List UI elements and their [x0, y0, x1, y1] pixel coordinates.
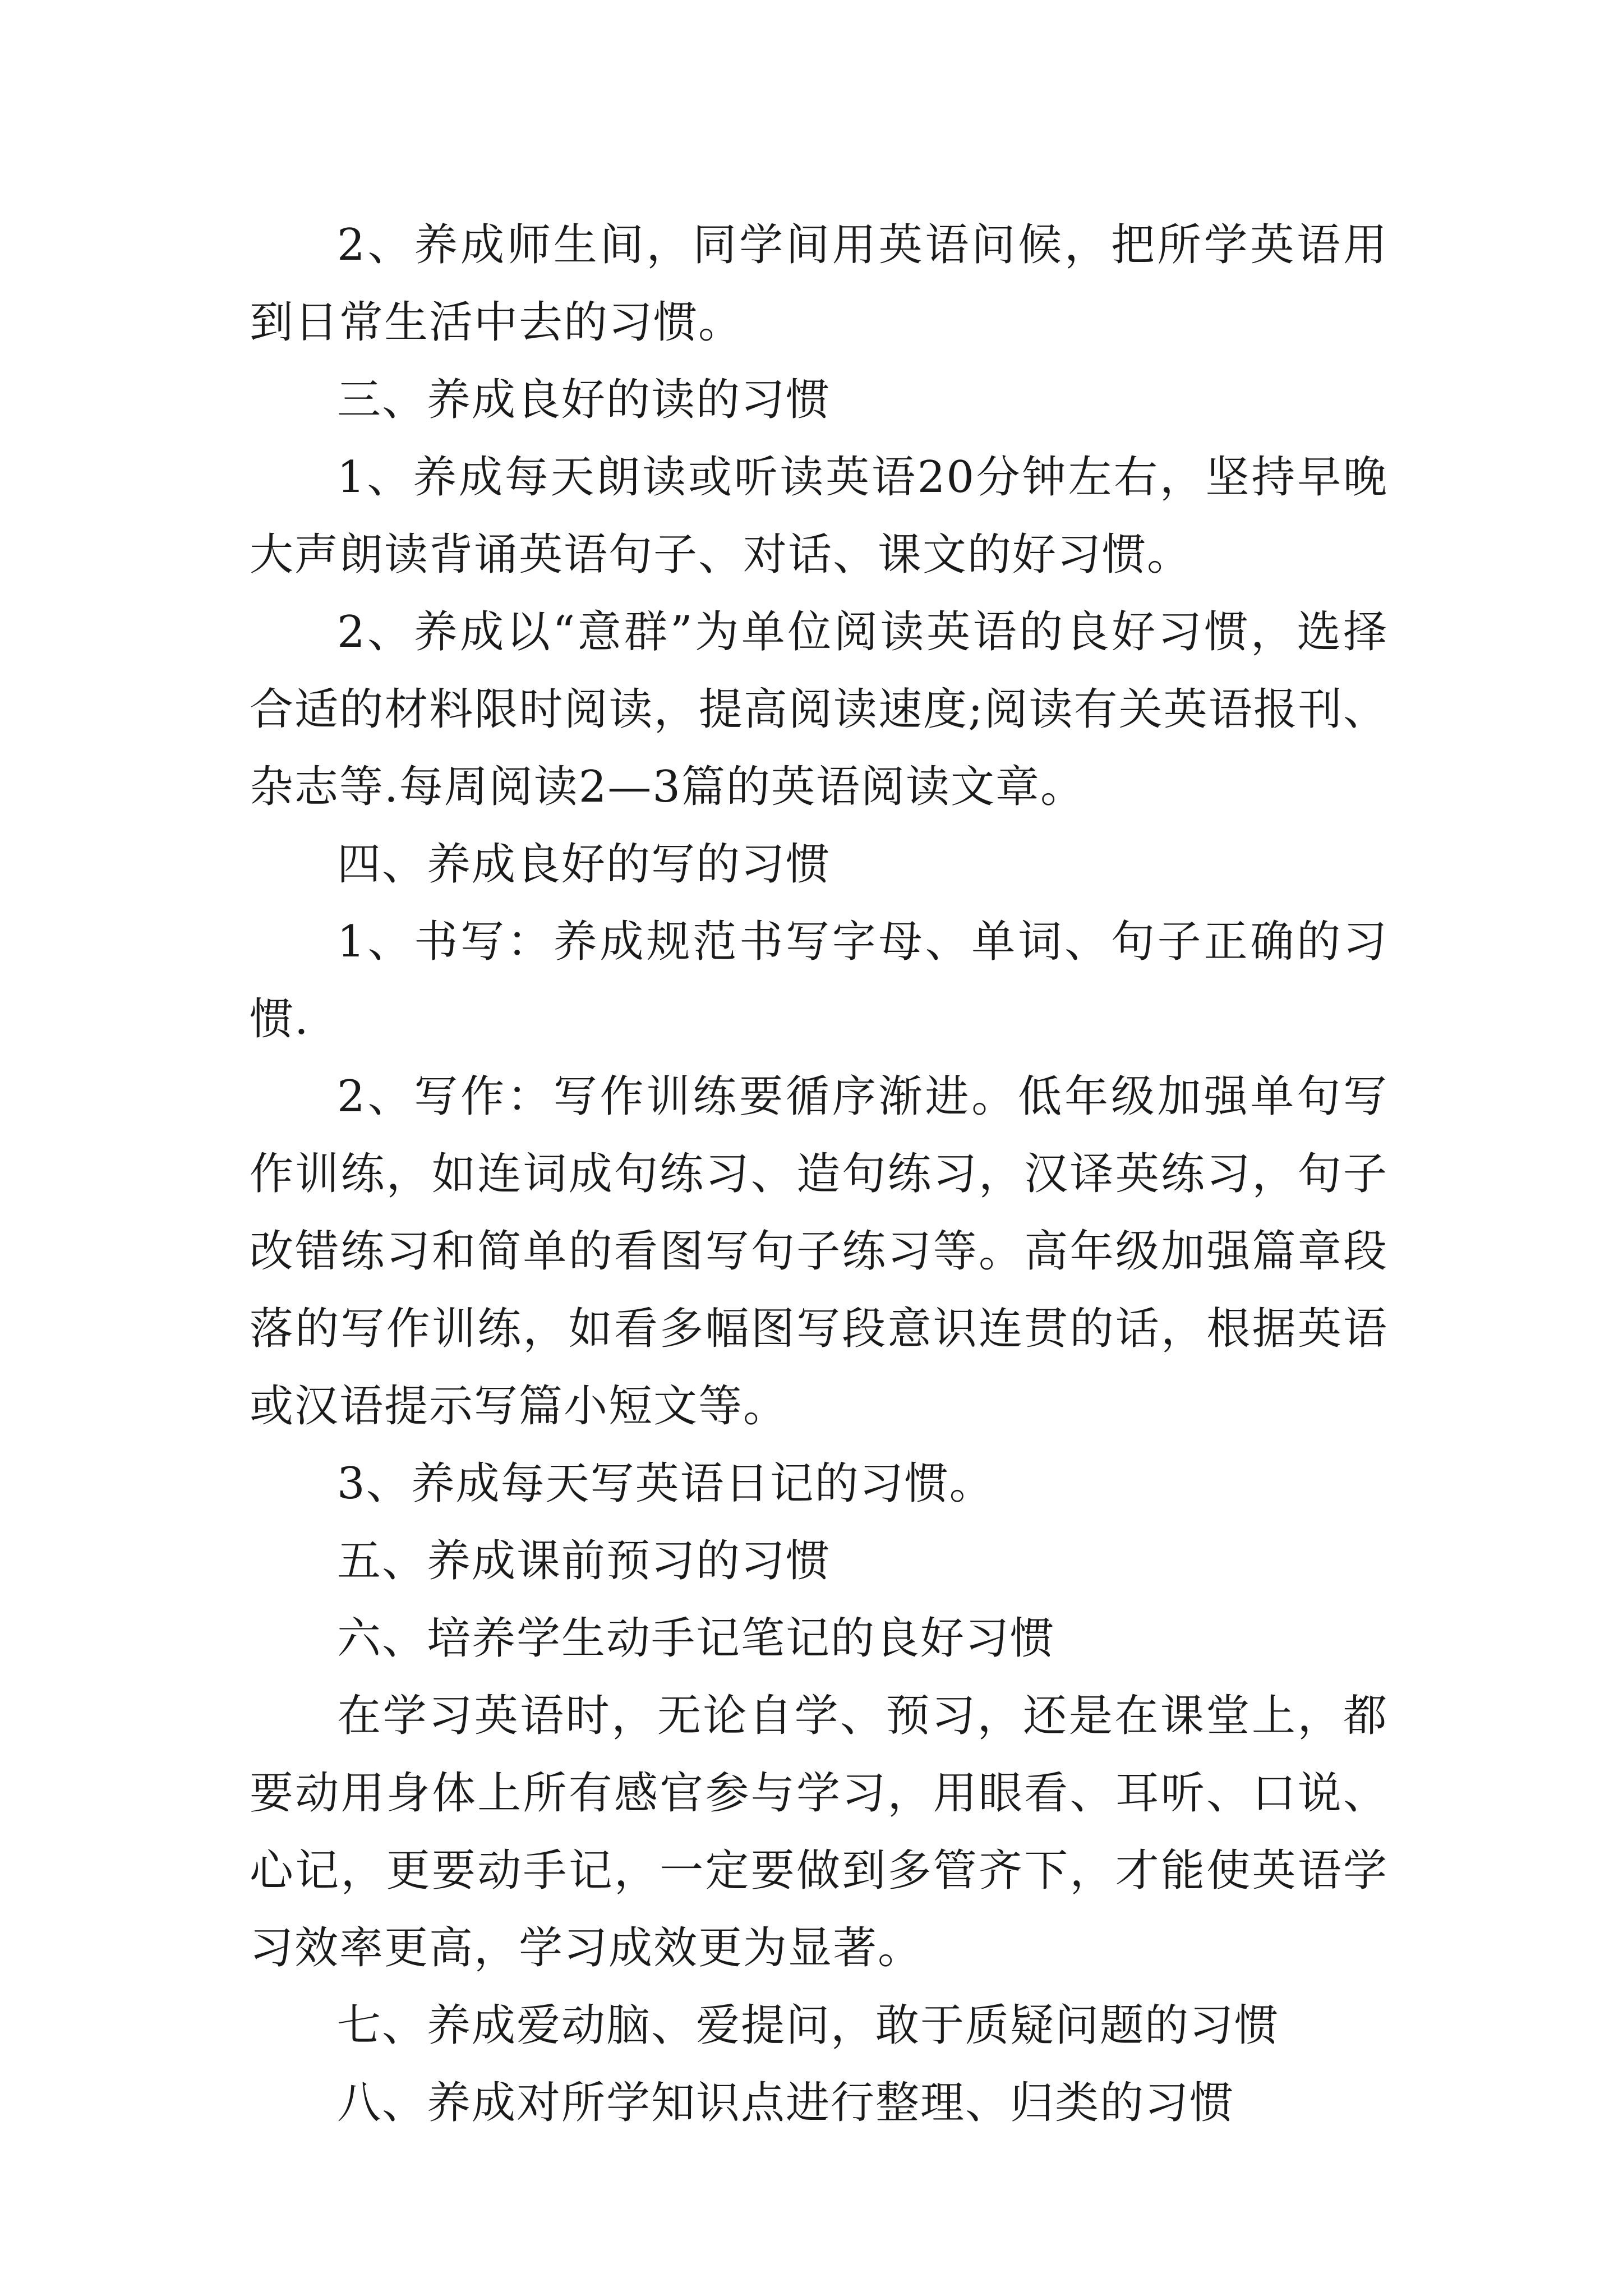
paragraph-daily-reading: 1、养成每天朗读或听读英语20分钟左右，坚持早晚大声朗读背诵英语句子、对话、课文的好习惯。: [250, 452, 1388, 580]
paragraph-sense-group-reading: 2、养成以“意群”为单位阅读英语的良好习惯，选择合适的材料限时阅读，提高阅读速度;阅读有关英语报刊、杂志等.每周阅读2—3篇的英语阅读文章。: [250, 607, 1388, 812]
heading-preview-habit: 五、养成课前预习的习惯: [337, 1536, 831, 1586]
paragraph-note-taking: 在学习英语时，无论自学、预习，还是在课堂上，都要动用身体上所有感官参与学习，用眼看、耳听、口说、心记，更要动手记，一定要做到多管齐下，才能使英语学习效率更高，学习成效更为显著。: [250, 1691, 1388, 1973]
paragraph-composition: 2、写作：写作训练要循序渐进。低年级加强单句写作训练，如连词成句练习、造句练习，汉译英练习，句子改错练习和简单的看图写句子练习等。高年级加强篇章段落的写作训练，如看多幅图写段意识连贯的话，根据英语或汉语提示写篇小短文等。: [250, 1071, 1388, 1432]
heading-note-taking: 六、培养学生动手记笔记的良好习惯: [337, 1613, 1055, 1664]
heading-questioning-habit: 七、养成爱动脑、爱提问，敢于质疑问题的习惯: [337, 2000, 1280, 2051]
paragraph-greeting-habit: 2、养成师生间，同学间用英语问候，把所学英语用到日常生活中去的习惯。: [250, 220, 1388, 348]
paragraph-diary: 3、养成每天写英语日记的习惯。: [337, 1458, 994, 1509]
heading-reading-habit: 三、养成良好的读的习惯: [337, 375, 831, 425]
heading-writing-habit: 四、养成良好的写的习惯: [337, 839, 831, 890]
heading-organizing-habit: 八、养成对所学知识点进行整理、归类的习惯: [337, 2078, 1235, 2128]
paragraph-handwriting: 1、书写：养成规范书写字母、单词、句子正确的习惯.: [250, 917, 1388, 1045]
document-body: [250, 206, 1388, 2142]
